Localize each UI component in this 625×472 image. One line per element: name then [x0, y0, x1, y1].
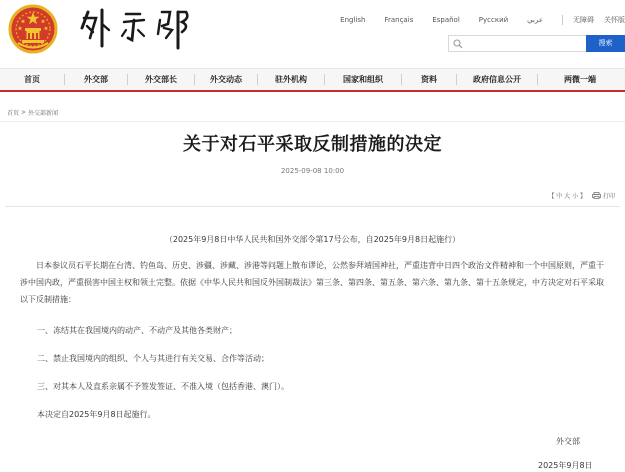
nav-countries-organizations[interactable]: 国家和组织	[343, 74, 383, 84]
measure-item-1: 一、冻结其在我国境内的动产、不动产及其他各类财产；	[37, 326, 237, 335]
nav-resources[interactable]: 资料	[421, 74, 437, 84]
measure-item-2: 二、禁止我国境内的组织、个人与其进行有关交易、合作等活动；	[37, 354, 269, 363]
language-bar	[340, 13, 625, 27]
divider	[0, 121, 625, 122]
site-header	[0, 0, 625, 66]
breadcrumb-separator: >	[21, 109, 27, 116]
lang-divider	[562, 15, 563, 25]
divider	[5, 206, 620, 207]
search-input[interactable]	[448, 35, 586, 52]
lang-arabic[interactable]: عربي	[527, 16, 543, 24]
nav-ministry[interactable]: 外交部	[84, 74, 108, 84]
ministry-calligraphy-logo[interactable]	[78, 4, 196, 54]
article-tools	[544, 191, 615, 200]
search-icon	[453, 39, 463, 49]
page-title: 关于对石平采取反制措施的决定	[183, 134, 442, 155]
breadcrumb-home[interactable]: 首页	[7, 110, 20, 117]
effective-statement: 本决定自2025年9月8日起施行。	[37, 410, 156, 419]
measure-item-3: 三、对其本人及直系亲属不予签发签证、不准入境（包括香港、澳门）。	[37, 382, 289, 391]
article-paragraph: 日本参议员石平长期在台湾、钓鱼岛、历史、涉疆、涉藏、涉港等问题上散布谬论，公然参拜靖国神社，严重违背中日四个政治文件精神和一个中国原则，严重干涉中国内政，严重损害中国主权和领土完整。依据《中华人民共和国反外国制裁法》第三条、第四条、第五条、第六条、第九条、第十五条规定，中方决定对石平采取以下反制措施：	[20, 261, 604, 304]
elder-mode-link[interactable]: 关怀版	[604, 16, 625, 24]
article-subtitle: （2025年9月8日中华人民共和国外交部令第17号公布，自2025年9月8日起施行）	[164, 235, 461, 244]
print-link[interactable]: 打印	[602, 193, 615, 200]
lang-english[interactable]: English	[340, 16, 366, 24]
lang-french[interactable]: Français	[384, 16, 414, 24]
print-icon[interactable]	[592, 192, 601, 199]
nav-weibo-wechat-app[interactable]: 两微一端	[564, 74, 596, 84]
accessibility-link[interactable]: 无障碍	[573, 16, 594, 24]
main-nav	[0, 68, 625, 92]
font-size-switcher[interactable]: 【 中 大 小 】	[548, 193, 586, 200]
sign-date: 2025年9月8日	[538, 461, 593, 470]
nav-missions-abroad[interactable]: 驻外机构	[275, 74, 307, 84]
nav-diplomatic-news[interactable]: 外交动态	[210, 74, 242, 84]
nav-minister[interactable]: 外交部长	[145, 74, 177, 84]
nav-home[interactable]: 首页	[24, 74, 40, 84]
nav-gov-info-disclosure[interactable]: 政府信息公开	[473, 74, 521, 84]
lang-spanish[interactable]: Español	[432, 16, 460, 24]
national-emblem-icon[interactable]	[8, 4, 58, 54]
publish-date: 2025-09-08 10:00	[280, 167, 345, 175]
lang-russian[interactable]: Русский	[478, 16, 509, 24]
search-button[interactable]: 搜索	[586, 35, 625, 52]
signer: 外交部	[556, 437, 580, 446]
breadcrumb-current[interactable]: 外交部新闻	[28, 110, 59, 117]
breadcrumb	[7, 108, 58, 117]
